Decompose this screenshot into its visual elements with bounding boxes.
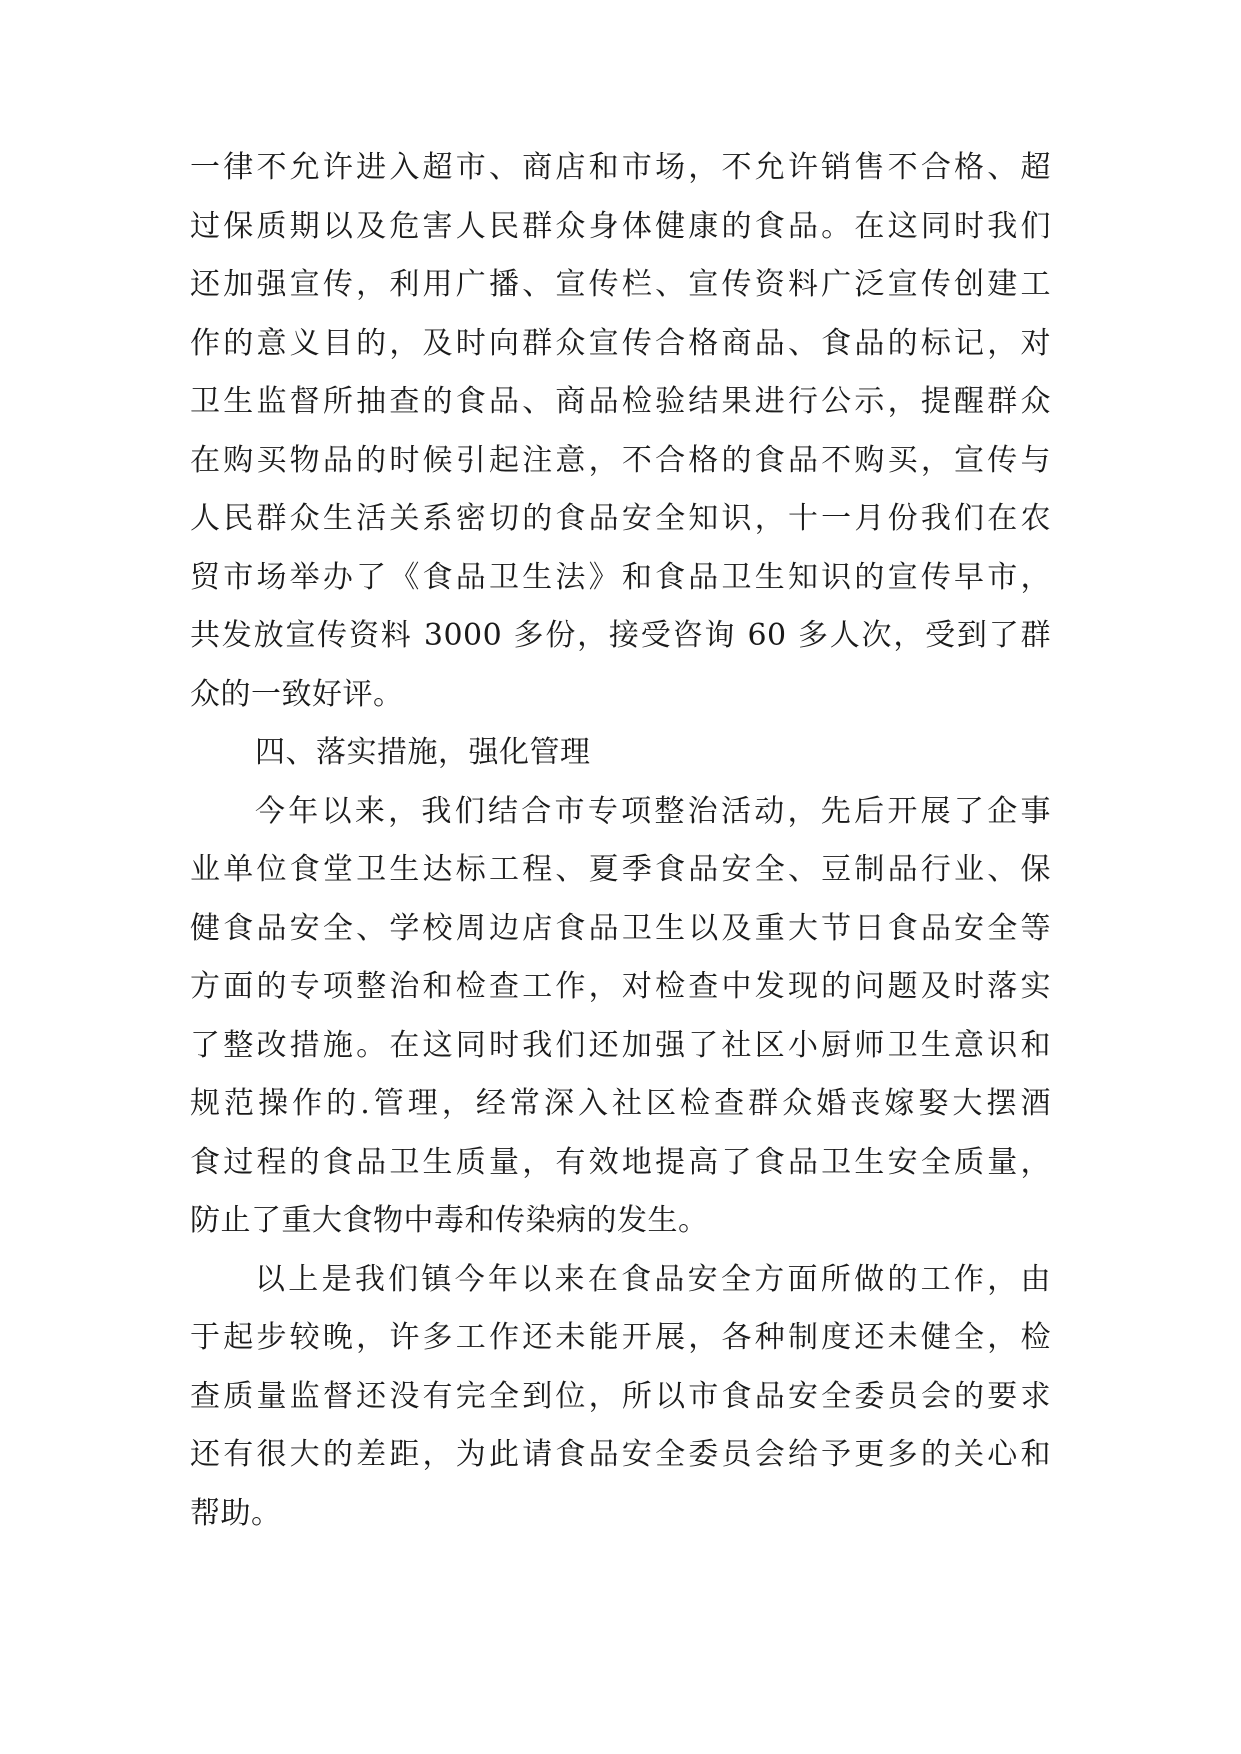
body-text-line: 共发放宣传资料 3000 多份，接受咨询 60 多人次，受到了群 <box>190 618 1051 653</box>
body-text-line: 还有很大的差距，为此请食品安全委员会给予更多的关心和 <box>190 1437 1051 1472</box>
body-text-line: 过保质期以及危害人民群众身体健康的食品。在这同时我们 <box>190 209 1051 244</box>
body-text-line: 在购买物品的时候引起注意，不合格的食品不购买，宣传与 <box>190 443 1051 478</box>
body-text-line: 查质量监督还没有完全到位，所以市食品安全委员会的要求 <box>190 1379 1051 1414</box>
body-text-line: 人民群众生活关系密切的食品安全知识，十一月份我们在农 <box>190 501 1051 536</box>
body-text-line: 还加强宣传，利用广播、宣传栏、宣传资料广泛宣传创建工 <box>190 267 1051 302</box>
body-text-line: 方面的专项整治和检查工作，对检查中发现的问题及时落实 <box>190 969 1051 1004</box>
body-text-line: 卫生监督所抽查的食品、商品检验结果进行公示，提醒群众 <box>190 384 1051 419</box>
body-text-line: 健食品安全、学校周边店食品卫生以及重大节日食品安全等 <box>190 911 1051 946</box>
body-text-line: 食过程的食品卫生质量，有效地提高了食品卫生安全质量， <box>190 1145 1051 1180</box>
body-text-line: 规范操作的.管理，经常深入社区检查群众婚丧嫁娶大摆酒 <box>190 1086 1051 1121</box>
body-text-line: 业单位食堂卫生达标工程、夏季食品安全、豆制品行业、保 <box>190 852 1051 887</box>
body-text-line: 帮助。 <box>190 1496 282 1531</box>
body-text-line: 贸市场举办了《食品卫生法》和食品卫生知识的宣传早市， <box>190 560 1051 595</box>
section-heading: 四、落实措施，强化管理 <box>255 735 591 770</box>
body-text-line: 众的一致好评。 <box>190 677 404 712</box>
body-text-line: 一律不允许进入超市、商店和市场，不允许销售不合格、超 <box>190 150 1051 185</box>
body-text-line: 于起步较晚，许多工作还未能开展，各种制度还未健全，检 <box>190 1320 1051 1355</box>
paragraph-first-line: 今年以来，我们结合市专项整治活动，先后开展了企事 <box>255 794 1051 829</box>
body-text-line: 作的意义目的，及时向群众宣传合格商品、食品的标记，对 <box>190 326 1051 361</box>
body-text-line: 防止了重大食物中毒和传染病的发生。 <box>190 1203 709 1238</box>
paragraph-first-line: 以上是我们镇今年以来在食品安全方面所做的工作，由 <box>255 1262 1051 1297</box>
body-text-line: 了整改措施。在这同时我们还加强了社区小厨师卫生意识和 <box>190 1028 1051 1063</box>
